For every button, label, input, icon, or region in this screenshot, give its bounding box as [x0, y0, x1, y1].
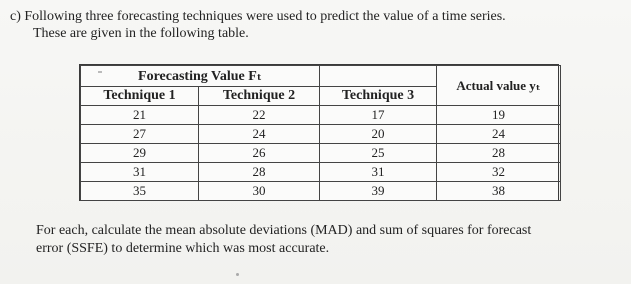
- forecast-table: [80, 65, 561, 201]
- table-row: [81, 125, 561, 144]
- intro-line-2: These are given in the following table.: [33, 26, 249, 41]
- table-cell: 31: [320, 163, 437, 182]
- table-cell: 29: [81, 144, 199, 163]
- technique-3-header: Technique 3: [320, 87, 437, 106]
- intro-line-1: c) Following three forecasting techniques were used to predict the value of a time series.: [10, 9, 506, 24]
- scan-mark: [98, 71, 102, 73]
- table-cell: 17: [320, 106, 437, 125]
- table-cell: 20: [320, 125, 437, 144]
- table-cell: 28: [437, 144, 561, 163]
- table-row: [81, 144, 561, 163]
- table-cell: 39: [320, 182, 437, 201]
- table-cell: 27: [81, 125, 199, 144]
- scan-dot: [236, 273, 239, 276]
- table-row: [81, 182, 561, 201]
- question-intro: [10, 8, 610, 42]
- table-cell: 25: [320, 144, 437, 163]
- table-cell: 21: [81, 106, 199, 125]
- empty-header-cell: [320, 66, 437, 87]
- table-row: [81, 106, 561, 125]
- table-row: [81, 163, 561, 182]
- forecast-table-container: [79, 64, 559, 201]
- table-cell: 32: [437, 163, 561, 182]
- table-cell: 24: [437, 125, 561, 144]
- question-instructions: [36, 222, 616, 258]
- table-cell: 38: [437, 182, 561, 201]
- technique-1-header: Technique 1: [81, 87, 199, 106]
- table-cell: 28: [199, 163, 320, 182]
- table-cell: 19: [437, 106, 561, 125]
- actual-value-header: Actual value yₜ: [437, 66, 561, 106]
- table-cell: 24: [199, 125, 320, 144]
- technique-2-header: Technique 2: [199, 87, 320, 106]
- table-header-row-1: [81, 66, 561, 87]
- closing-line-2: error (SSFE) to determine which was most accurate.: [36, 241, 330, 256]
- table-cell: 31: [81, 163, 199, 182]
- closing-line-1: For each, calculate the mean absolute deviations (MAD) and sum of squares for forecast: [36, 223, 532, 238]
- table-cell: 22: [199, 106, 320, 125]
- table-cell: 26: [199, 144, 320, 163]
- table-cell: 35: [81, 182, 199, 201]
- forecasting-value-header: Forecasting Value Fₜ: [81, 66, 320, 87]
- table-cell: 30: [199, 182, 320, 201]
